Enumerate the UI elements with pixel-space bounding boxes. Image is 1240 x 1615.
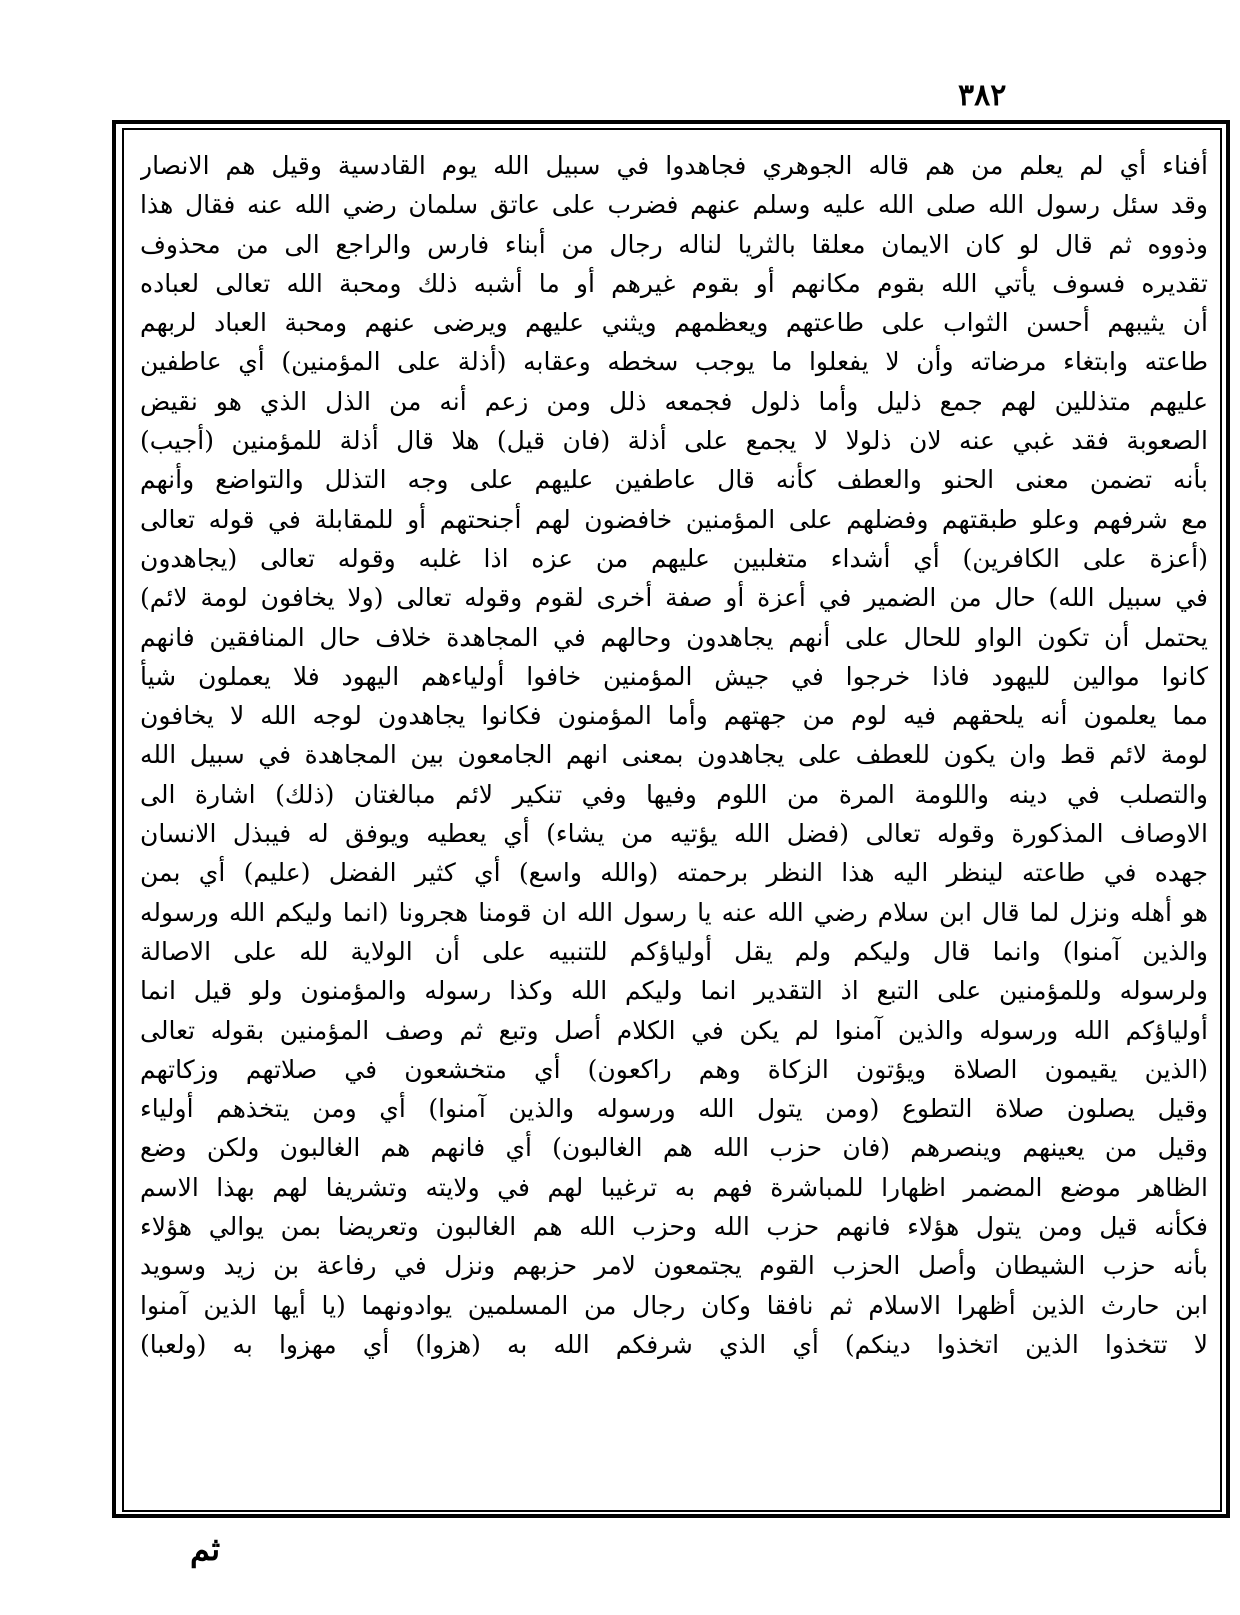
- text-line: فكأنه قيل ومن يتول هؤلاء فانهم حزب الله وحزب الله هم الغالبون وتعريضا بمن يوالي هؤلاء: [140, 1212, 1208, 1242]
- text-line: مع شرفهم وعلو طبقتهم وفضلهم على المؤمنين خافضون لهم أجنحتهم أو للمقابلة في قوله تعالى: [140, 504, 1208, 534]
- text-line: في سبيل الله) حال من الضمير في أعزة أو صفة أخرى لقوم وقوله تعالى (ولا يخافون لومة لائم): [140, 583, 1208, 613]
- text-line: وقد سئل رسول الله صلى الله عليه وسلم عنهم فضرب على عاتق سلمان رضي الله عنه فقال هذا: [140, 190, 1208, 220]
- text-line: الاوصاف المذكورة وقوله تعالى (فضل الله يؤتيه من يشاء) أي يعطيه ويوفق له فيبذل الانسان: [140, 819, 1208, 849]
- text-line: والتصلب في دينه واللومة المرة من اللوم وفيها وفي تنكير لائم مبالغتان (ذلك) اشارة الى: [140, 779, 1208, 809]
- text-line: بأنه تضمن معنى الحنو والعطف كأنه قال عاطفين عليهم على وجه التذلل والتواضع وأنهم: [140, 465, 1208, 495]
- text-line: عليهم متذللين لهم جمع ذليل وأما ذلول فجمعه ذلل ومن زعم أنه من الذل الذي هو نقيض: [140, 386, 1208, 416]
- text-line: الظاهر موضع المضمر اظهارا للمباشرة فهم به ترغيبا لهم في ولايته وتشريفا لهم بهذا الاسم: [140, 1172, 1208, 1202]
- text-line: هو أهله ونزل لما قال ابن سلام رضي الله عنه يا رسول الله ان قومنا هجرونا (انما وليكم الله ورسوله: [140, 897, 1208, 927]
- text-line: ولرسوله وللمؤمنين على التبع اذ التقدير انما وليكم الله وكذا رسوله والمؤمنون ولو قيل انما: [140, 976, 1208, 1006]
- text-line: (أعزة على الكافرين) أي أشداء متغلبين عليهم من عزه اذا غلبه وقوله تعالى (يجاهدون: [140, 543, 1208, 573]
- text-line: أفناء أي لم يعلم من هم قاله الجوهري فجاهدوا في سبيل الله يوم القادسية وقيل هم الانصار: [140, 151, 1208, 180]
- text-line: يحتمل أن تكون الواو للحال على أنهم يجاهدون وحالهم في المجاهدة خلاف حال المنافقين فانهم: [140, 622, 1208, 652]
- text-line: كانوا موالين لليهود فاذا خرجوا في جيش المؤمنين خافوا أولياءهم اليهود فلا يعملون شيأ: [140, 661, 1208, 691]
- text-line: وقيل من يعينهم وينصرهم (فان حزب الله هم الغالبون) أي فانهم هم الغالبون ولكن وضع: [140, 1133, 1208, 1163]
- text-line: مما يعلمون أنه يلحقهم فيه لوم من جهتهم وأما المؤمنون فكانوا يجاهدون لوجه الله لا يخافون: [140, 701, 1208, 731]
- text-line: تقديره فسوف يأتي الله بقوم مكانهم أو بقوم غيرهم أو ما أشبه ذلك ومحبة الله تعالى لعباده: [140, 268, 1208, 298]
- text-line: وقيل يصلون صلاة التطوع (ومن يتول الله ورسوله والذين آمنوا) أي ومن يتخذهم أولياء: [140, 1094, 1208, 1124]
- page-number: ٣٨٢: [958, 78, 1007, 113]
- text-line: بأنه حزب الشيطان وأصل الحزب القوم يجتمعون لامر حزبهم ونزل في رفاعة بن زيد وسويد: [140, 1251, 1208, 1281]
- text-line: الصعوبة فقد غبي عنه لان ذلولا لا يجمع على أذلة (فان قيل) هلا قال أذلة للمؤمنين (أجيب): [140, 426, 1208, 456]
- text-line: لومة لائم قط وان يكون للعطف على يجاهدون بمعنى انهم الجامعون بين المجاهدة في سبيل الله: [140, 740, 1208, 770]
- text-line: أن يثيبهم أحسن الثواب على طاعتهم ويعظمهم ويثني عليهم ويرضى عنهم ومحبة العباد لربهم: [140, 308, 1208, 338]
- text-line: وذووه ثم قال لو كان الايمان معلقا بالثريا لناله رجال من أبناء فارس والراجع الى من محذوف: [140, 229, 1208, 259]
- text-line: ابن حارث الذين أظهرا الاسلام ثم نافقا وكان رجال من المسلمين يوادونهما (يا أيها الذين آمنوا: [140, 1290, 1208, 1320]
- body-text: [140, 146, 1208, 1364]
- text-line: لا تتخذوا الذين اتخذوا دينكم) أي الذي شرفكم الله به (هزوا) أي مهزوا به (ولعبا): [140, 1329, 1208, 1359]
- text-line: جهده في طاعته لينظر اليه هذا النظر برحمته (والله واسع) أي كثير الفضل (عليم) أي بمن: [140, 858, 1208, 888]
- catchword: ثم: [190, 1530, 221, 1568]
- text-line: طاعته وابتغاء مرضاته وأن لا يفعلوا ما يوجب سخطه وعقابه (أذلة على المؤمنين) أي عاطفين: [140, 347, 1208, 377]
- text-line: (الذين يقيمون الصلاة ويؤتون الزكاة وهم راكعون) أي متخشعون في صلاتهم وزكاتهم: [140, 1054, 1208, 1084]
- text-line: والذين آمنوا) وانما قال وليكم ولم يقل أولياؤكم للتنبيه على أن الولاية لله على الاصالة: [140, 936, 1208, 966]
- text-line: أولياؤكم الله ورسوله والذين آمنوا لم يكن في الكلام أصل وتبع ثم وصف المؤمنين بقوله تعالى: [140, 1015, 1208, 1045]
